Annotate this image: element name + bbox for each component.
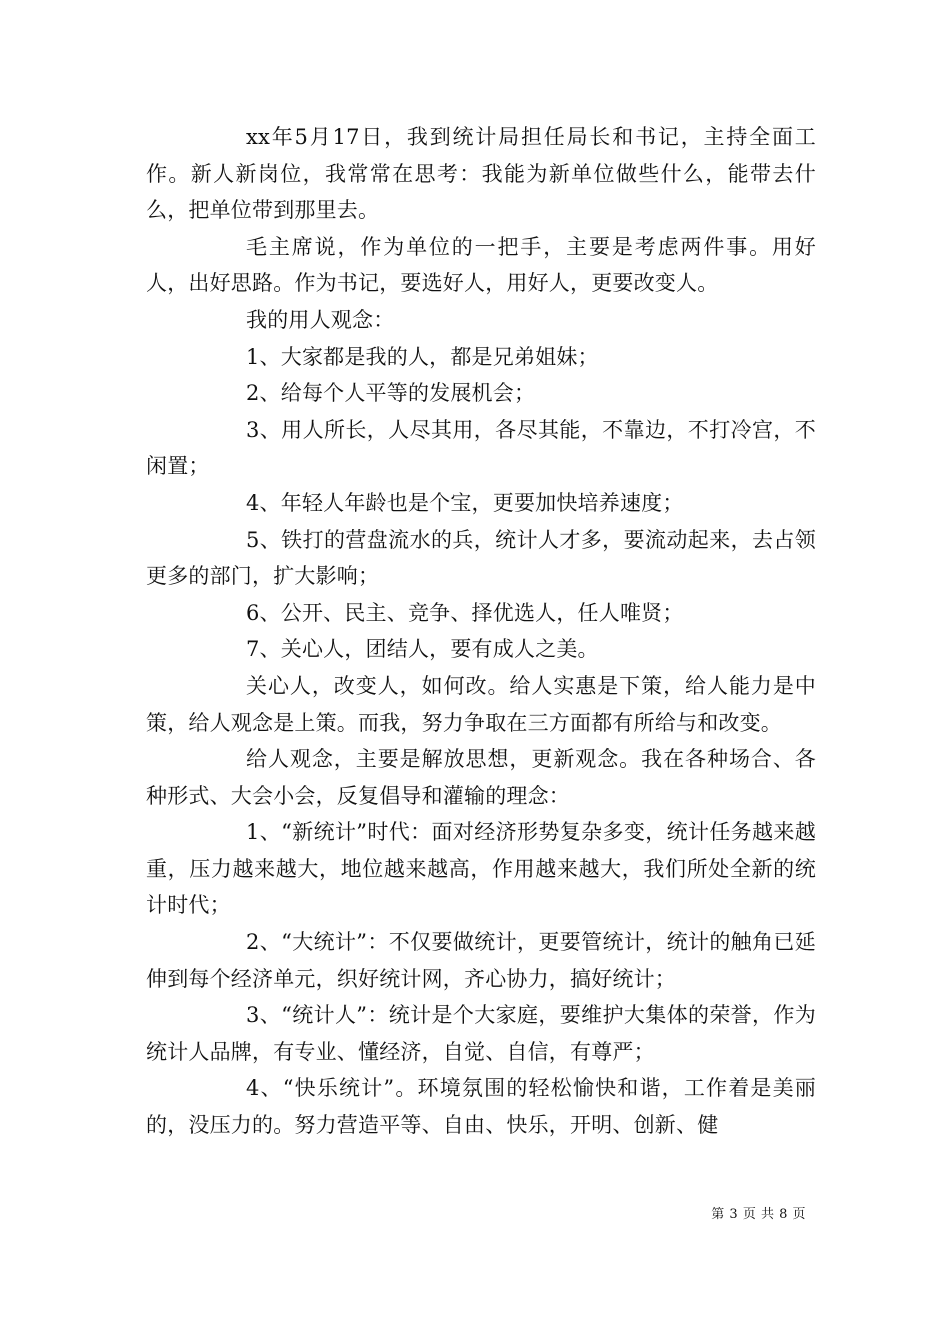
document-body xyxy=(146,119,816,1144)
page-footer: 第 3 页 共 8 页 xyxy=(711,1207,806,1222)
list-item-2: 2、给每个人平等的发展机会； xyxy=(246,381,536,406)
list-item-6: 6、公开、民主、竞争、择优选人，任人唯贤； xyxy=(246,600,684,625)
list-item-1: 1、大家都是我的人，都是兄弟姐妹； xyxy=(246,344,599,369)
paragraph-3: 我的用人观念： xyxy=(246,307,395,332)
paragraph-5: 给人观念，主要是解放思想，更新观念。我在各种场合、各种形式、大会小会，反复倡导和灌输的理念： xyxy=(146,747,816,808)
list-item-5: 5、铁打的营盘流水的兵，统计人才多，要流动起来，去占领更多的部门，扩大影响； xyxy=(146,527,816,589)
list-item-7: 7、关心人，团结人，要有成人之美。 xyxy=(246,637,599,662)
paragraph-4: 关心人，改变人，如何改。给人实惠是下策，给人能力是中策，给人观念是上策。而我，努力争取在三方面都有所给与和改变。 xyxy=(146,673,816,735)
list-item-3: 3、用人所长，人尽其用，各尽其能，不靠边，不打冷宫，不闲置； xyxy=(146,417,816,479)
paragraph-2: 毛主席说，作为单位的一把手，主要是考虑两件事。用好人，出好思路。作为书记，要选好人，用好人，更要改变人。 xyxy=(146,234,816,296)
concept-item-1: 1、“新统计”时代：面对经济形势复杂多变，统计任务越来越重，压力越来越大，地位越来越高，作用越来越大，我们所处全新的统计时代； xyxy=(146,820,816,918)
list-item-4: 4、年轻人年龄也是个宝，更要加快培养速度； xyxy=(246,490,684,515)
concept-item-3: 3、“统计人”：统计是个大家庭，要维护大集体的荣誉，作为统计人品牌，有专业、懂经济，自觉、自信，有尊严； xyxy=(146,1003,816,1064)
concept-item-4: 4、“快乐统计”。环境氛围的轻松愉快和谐，工作着是美丽的，没压力的。努力营造平等、自由、快乐，开明、创新、健 xyxy=(146,1076,816,1138)
paragraph-1: xx年5月17日，我到统计局担任局长和书记，主持全面工作。新人新岗位，我常常在思考：我能为新单位做些什么，能带去什么，把单位带到那里去。 xyxy=(146,125,816,223)
concept-item-2: 2、“大统计”：不仅要做统计，更要管统计，统计的触角已延伸到每个经济单元，织好统计网，齐心协力，搞好统计； xyxy=(146,930,816,991)
